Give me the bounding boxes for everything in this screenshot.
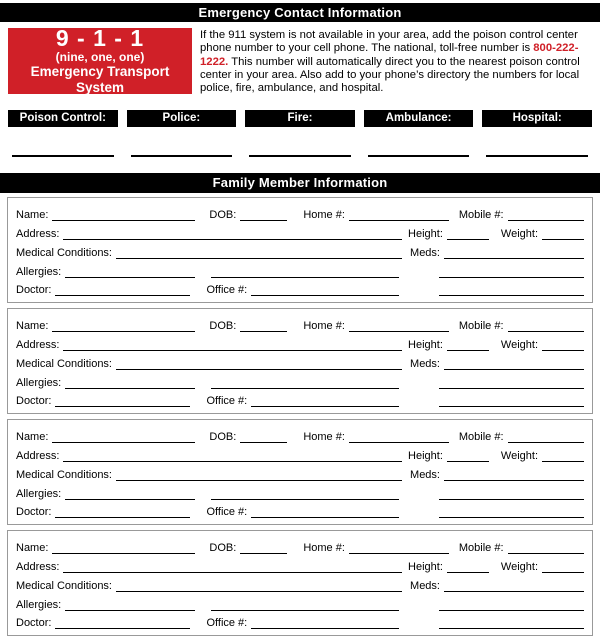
contact-label-ambulance: Ambulance: xyxy=(364,110,474,127)
height-field[interactable] xyxy=(447,235,489,240)
home-phone-field[interactable] xyxy=(349,327,449,332)
dob-label: DOB: xyxy=(209,320,237,333)
hospital-fill-line[interactable] xyxy=(486,153,588,157)
family-member-blocks xyxy=(7,197,593,636)
doctor-field[interactable] xyxy=(55,513,190,518)
address-label: Address: xyxy=(16,561,60,574)
doctor-label: Doctor: xyxy=(16,284,52,297)
badge-911-words: (nine, one, one) xyxy=(55,50,145,64)
allergies-continued-field[interactable] xyxy=(211,606,399,611)
poison-control-phone-number: 800-222-1222. xyxy=(200,42,579,68)
meds-continued-field-2[interactable] xyxy=(439,624,584,629)
member-row-address xyxy=(16,221,584,240)
member-row-allergies xyxy=(16,370,584,389)
member-row-address xyxy=(16,443,584,462)
mobile-phone-field[interactable] xyxy=(508,327,584,332)
allergies-label: Allergies: xyxy=(16,598,62,611)
home-phone-field[interactable] xyxy=(349,438,449,443)
weight-label: Weight: xyxy=(500,561,538,574)
contact-label-bars xyxy=(8,110,592,127)
mobile-phone-label: Mobile #: xyxy=(458,542,504,555)
poison-control-instructions xyxy=(200,29,592,95)
weight-label: Weight: xyxy=(500,450,538,463)
height-field[interactable] xyxy=(447,346,489,351)
mobile-phone-field[interactable] xyxy=(508,438,584,443)
mobile-phone-label: Mobile #: xyxy=(458,431,504,444)
office-phone-field[interactable] xyxy=(251,624,399,629)
address-label: Address: xyxy=(16,339,60,352)
member-row-medical xyxy=(16,240,584,259)
address-field[interactable] xyxy=(63,235,402,240)
member-row-allergies xyxy=(16,259,584,278)
home-phone-label: Home #: xyxy=(303,320,345,333)
mobile-phone-field[interactable] xyxy=(508,549,584,554)
member-row-address xyxy=(16,332,584,351)
height-label: Height: xyxy=(408,450,443,463)
doctor-field[interactable] xyxy=(55,624,190,629)
weight-field[interactable] xyxy=(542,568,584,573)
family-member-block xyxy=(7,308,593,414)
dob-field[interactable] xyxy=(240,327,287,332)
member-row-name xyxy=(16,313,584,332)
family-member-block xyxy=(7,419,593,525)
name-field[interactable] xyxy=(52,216,195,221)
dob-field[interactable] xyxy=(240,549,287,554)
meds-continued-field[interactable] xyxy=(439,384,584,389)
dob-field[interactable] xyxy=(240,216,287,221)
mobile-phone-field[interactable] xyxy=(508,216,584,221)
doctor-field[interactable] xyxy=(55,291,190,296)
ambulance-fill-line[interactable] xyxy=(368,153,470,157)
address-label: Address: xyxy=(16,228,60,241)
contact-label-fire: Fire: xyxy=(245,110,355,127)
allergies-field[interactable] xyxy=(65,273,195,278)
office-phone-label: Office #: xyxy=(206,617,248,630)
medical-conditions-label: Medical Conditions: xyxy=(16,357,112,370)
medical-conditions-label: Medical Conditions: xyxy=(16,468,112,481)
name-field[interactable] xyxy=(52,438,195,443)
contact-label-poison-control: Poison Control: xyxy=(8,110,118,127)
allergies-continued-field[interactable] xyxy=(211,273,399,278)
instructions-after-phone: This number will automatically direct you to the nearest poison control center in your area. Also add to your phone’s directory the numbers for local police, fire, ambulance, and hospital. xyxy=(200,55,580,95)
allergies-label: Allergies: xyxy=(16,265,62,278)
weight-label: Weight: xyxy=(500,339,538,352)
meds-continued-field[interactable] xyxy=(439,273,584,278)
medical-conditions-field[interactable] xyxy=(116,254,402,259)
meds-continued-field-2[interactable] xyxy=(439,291,584,296)
office-phone-field[interactable] xyxy=(251,291,399,296)
meds-label: Meds: xyxy=(410,579,440,592)
allergies-field[interactable] xyxy=(65,495,195,500)
dob-field[interactable] xyxy=(240,438,287,443)
weight-field[interactable] xyxy=(542,457,584,462)
police-fill-line[interactable] xyxy=(131,153,233,157)
allergies-field[interactable] xyxy=(65,384,195,389)
member-row-name xyxy=(16,202,584,221)
medical-conditions-field[interactable] xyxy=(116,587,402,592)
height-label: Height: xyxy=(408,228,443,241)
member-row-doctor xyxy=(16,389,584,408)
dob-label: DOB: xyxy=(209,431,237,444)
name-label: Name: xyxy=(16,542,49,555)
meds-label: Meds: xyxy=(410,357,440,370)
member-row-allergies xyxy=(16,481,584,500)
home-phone-label: Home #: xyxy=(303,209,345,222)
home-phone-field[interactable] xyxy=(349,549,449,554)
meds-field[interactable] xyxy=(444,254,584,259)
height-label: Height: xyxy=(408,339,443,352)
badge-911-caption: Emergency Transport System xyxy=(30,64,170,95)
member-row-doctor xyxy=(16,500,584,519)
family-header-bar: Family Member Information xyxy=(0,173,600,193)
weight-field[interactable] xyxy=(542,346,584,351)
office-phone-label: Office #: xyxy=(206,506,248,519)
dob-label: DOB: xyxy=(209,542,237,555)
medical-conditions-label: Medical Conditions: xyxy=(16,246,112,259)
home-phone-label: Home #: xyxy=(303,542,345,555)
meds-continued-field[interactable] xyxy=(439,495,584,500)
name-label: Name: xyxy=(16,209,49,222)
intro-section xyxy=(8,25,592,95)
allergies-continued-field[interactable] xyxy=(211,495,399,500)
badge-911 xyxy=(8,25,192,95)
family-member-block xyxy=(7,197,593,303)
doctor-field[interactable] xyxy=(55,402,190,407)
doctor-label: Doctor: xyxy=(16,617,52,630)
address-field[interactable] xyxy=(63,457,402,462)
allergies-label: Allergies: xyxy=(16,487,62,500)
medical-conditions-field[interactable] xyxy=(116,365,402,370)
member-row-allergies xyxy=(16,592,584,611)
meds-label: Meds: xyxy=(410,468,440,481)
instructions-before-phone: If the 911 system is not available in your area, add the poison control center phone number to your cell phone. The national, toll-free number is xyxy=(200,29,578,55)
fire-fill-line[interactable] xyxy=(249,153,351,157)
office-phone-field[interactable] xyxy=(251,402,399,407)
contact-label-hospital: Hospital: xyxy=(482,110,592,127)
member-row-name xyxy=(16,424,584,443)
contact-label-police: Police: xyxy=(127,110,237,127)
meds-continued-field[interactable] xyxy=(439,606,584,611)
meds-continued-field-2[interactable] xyxy=(439,513,584,518)
dob-label: DOB: xyxy=(209,209,237,222)
member-row-medical xyxy=(16,573,584,592)
badge-911-number: 9 - 1 - 1 xyxy=(55,25,145,51)
emergency-header-bar: Emergency Contact Information xyxy=(0,3,600,22)
allergies-label: Allergies: xyxy=(16,376,62,389)
name-field[interactable] xyxy=(52,549,195,554)
family-member-block xyxy=(7,530,593,636)
medical-conditions-label: Medical Conditions: xyxy=(16,579,112,592)
member-row-medical xyxy=(16,462,584,481)
weight-label: Weight: xyxy=(500,228,538,241)
doctor-label: Doctor: xyxy=(16,395,52,408)
weight-field[interactable] xyxy=(542,235,584,240)
name-field[interactable] xyxy=(52,327,195,332)
member-row-address xyxy=(16,554,584,573)
poison-control-fill-line[interactable] xyxy=(12,153,114,157)
allergies-continued-field[interactable] xyxy=(211,384,399,389)
meds-field[interactable] xyxy=(444,587,584,592)
height-label: Height: xyxy=(408,561,443,574)
home-phone-label: Home #: xyxy=(303,431,345,444)
meds-continued-field-2[interactable] xyxy=(439,402,584,407)
meds-label: Meds: xyxy=(410,246,440,259)
member-row-medical xyxy=(16,351,584,370)
name-label: Name: xyxy=(16,431,49,444)
contact-fill-lines xyxy=(8,153,592,157)
meds-field[interactable] xyxy=(444,365,584,370)
office-phone-field[interactable] xyxy=(251,513,399,518)
mobile-phone-label: Mobile #: xyxy=(458,320,504,333)
member-row-doctor xyxy=(16,611,584,630)
allergies-field[interactable] xyxy=(65,606,195,611)
doctor-label: Doctor: xyxy=(16,506,52,519)
office-phone-label: Office #: xyxy=(206,284,248,297)
address-label: Address: xyxy=(16,450,60,463)
member-row-doctor xyxy=(16,278,584,297)
meds-field[interactable] xyxy=(444,476,584,481)
height-field[interactable] xyxy=(447,568,489,573)
medical-conditions-field[interactable] xyxy=(116,476,402,481)
home-phone-field[interactable] xyxy=(349,216,449,221)
member-row-name xyxy=(16,535,584,554)
height-field[interactable] xyxy=(447,457,489,462)
address-field[interactable] xyxy=(63,346,402,351)
mobile-phone-label: Mobile #: xyxy=(458,209,504,222)
name-label: Name: xyxy=(16,320,49,333)
office-phone-label: Office #: xyxy=(206,395,248,408)
address-field[interactable] xyxy=(63,568,402,573)
